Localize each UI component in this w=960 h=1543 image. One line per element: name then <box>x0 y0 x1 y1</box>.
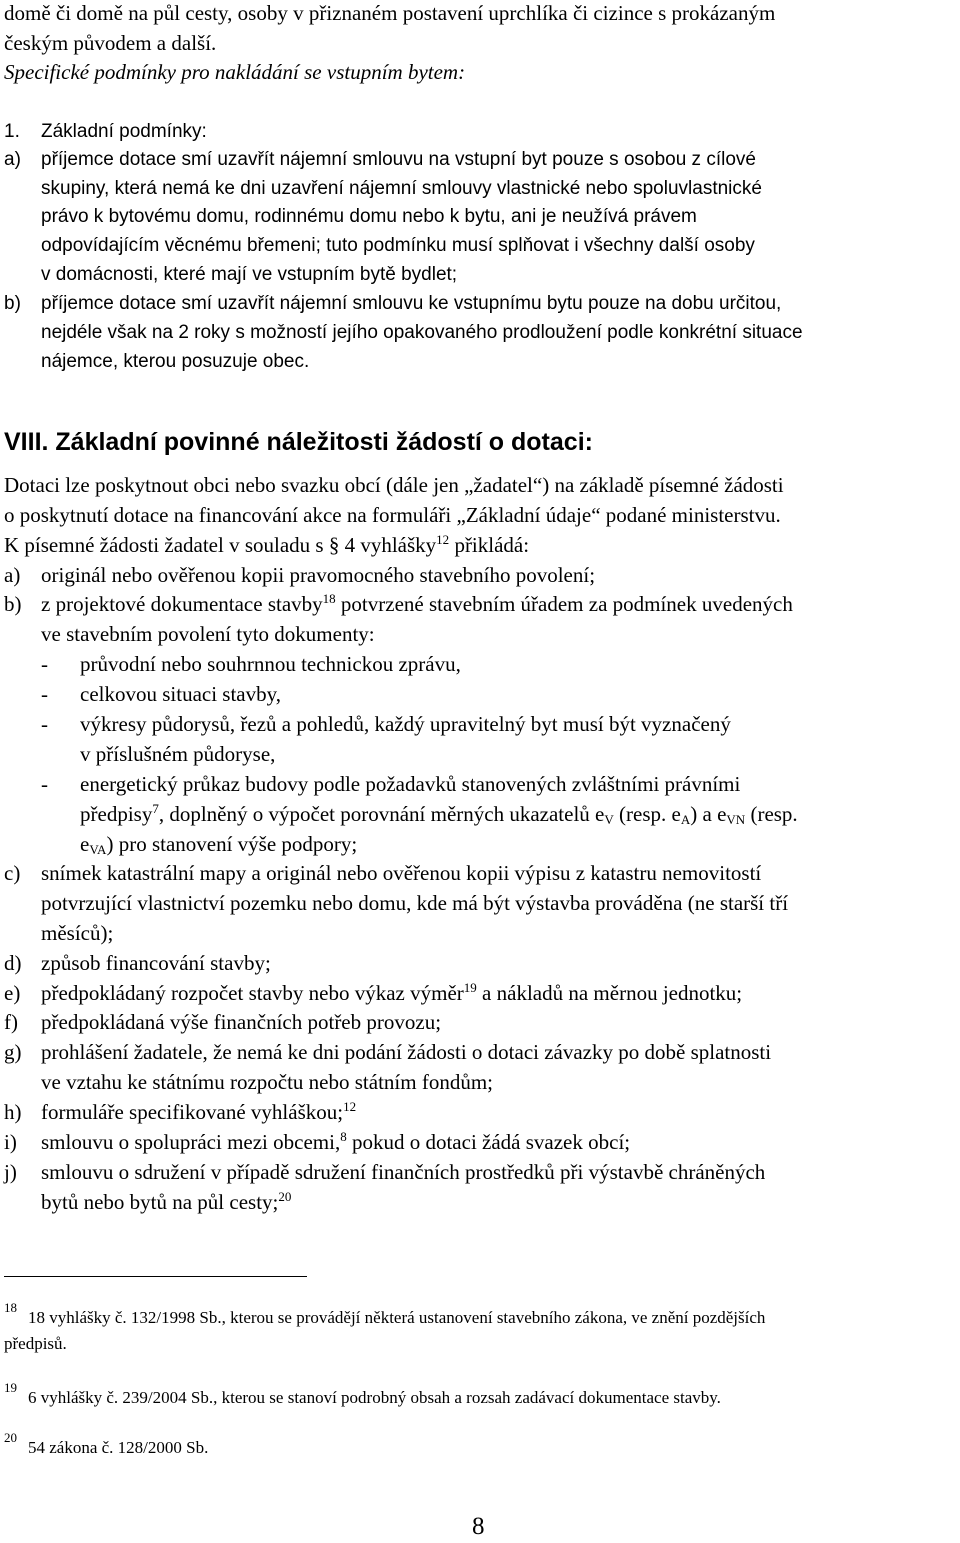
dash-item-text: v příslušném půdoryse, <box>80 742 276 766</box>
intro-line-2: českým původem a další. <box>4 31 217 55</box>
item-label: a) <box>4 563 21 587</box>
dash-item-text: energetický průkaz budovy podle požadavků stanovených zvláštními právními <box>80 772 741 796</box>
footnote-marker: 18 <box>4 1300 17 1315</box>
basic-item-b-line: nájemce, kterou posuzuje obec. <box>41 351 310 372</box>
item-label: c) <box>4 861 21 885</box>
footnote-ref: 20 <box>278 1189 292 1205</box>
section-paragraph-line: o poskytnutí dotace na financování akce na formuláři „Základní údaje“ podané ministerstvu. <box>4 503 781 527</box>
dash-item-text: $e_{VA}$) pro stanovení výše podpory; <box>80 832 358 858</box>
basic-item-b-line: příjemce dotace smí uzavřít nájemní smlouvu ke vstupnímu bytu pouze na dobu určitou, <box>41 293 782 314</box>
footnote-marker: 20 <box>4 1430 17 1445</box>
basic-item-a-line: v domácnosti, které mají ve vstupním bytě bydlet; <box>41 264 458 285</box>
dash-marker: - <box>41 772 48 796</box>
dash-marker: - <box>41 652 48 676</box>
item-label: h) <box>4 1100 22 1124</box>
basic-conditions-title: Základní podmínky: <box>41 121 207 142</box>
section-paragraph-line: K písemné žádosti žadatel v souladu s § 4 vyhlášky$^{12}$ přikládá: <box>4 532 530 557</box>
item-label: b) <box>4 592 22 616</box>
footnote-ref: 18 <box>322 591 336 607</box>
item-a-text: originál nebo ověřenou kopii pravomocného stavebního povolení; <box>41 563 596 587</box>
footnote-ref: 12 <box>436 532 450 548</box>
footnote-marker: 19 <box>4 1380 17 1395</box>
item-label: g) <box>4 1040 22 1064</box>
item-c-text: snímek katastrální mapy a originál nebo ověřenou kopii výpisu z katastru nemovitostí <box>41 861 762 885</box>
footnote-text: 54 zákona č. 128/2000 Sb. <box>28 1438 209 1457</box>
item-c-text: měsíců); <box>41 921 114 945</box>
intro-line-1: domě či domě na půl cesty, osoby v přiznaném postavení uprchlíka či cizince s prokázaným <box>4 1 776 25</box>
item-j-text: smlouvu o sdružení v případě sdružení finančních prostředků při výstavbě chráněných <box>41 1160 766 1184</box>
item-label: i) <box>4 1130 17 1154</box>
item-label: d) <box>4 951 22 975</box>
item-b-text-line2: ve stavebním povolení tyto dokumenty: <box>41 622 375 646</box>
footnote-ref: 12 <box>343 1099 357 1115</box>
item-g-text: ve vztahu ke státnímu rozpočtu nebo státním fondům; <box>41 1070 493 1094</box>
footnote-ref: 7 <box>152 801 159 817</box>
basic-item-a-line: skupiny, která nemá ke dni uzavření nájemní smlouvy vlastnické nebo spoluvlastnické <box>41 178 762 199</box>
footnote-ref: 19 <box>463 980 477 996</box>
footnote-text: předpisů. <box>4 1334 67 1353</box>
dash-item-text: celkovou situaci stavby, <box>80 682 282 706</box>
item-g-text: prohlášení žadatele, že nemá ke dni podání žádosti o dotaci závazky po době splatnosti <box>41 1040 772 1064</box>
footnote-text: 18 vyhlášky č. 132/1998 Sb., kterou se provádějí některá ustanovení stavebního zákona, ve znění pozdějších <box>28 1308 766 1327</box>
footnote-separator <box>4 1276 307 1277</box>
basic-conditions-number: 1. <box>4 121 20 142</box>
dash-marker: - <box>41 682 48 706</box>
item-i-text: smlouvu o spolupráci mezi obcemi,$^8$ pokud o dotaci žádá svazek obcí; <box>41 1129 631 1154</box>
item-label: f) <box>4 1010 18 1034</box>
basic-item-a-line: právo k bytovému domu, rodinnému domu nebo k bytu, ani je neužívá právem <box>41 206 697 227</box>
basic-item-a-label: a) <box>4 149 21 170</box>
item-c-text: potvrzující vlastnictví pozemku nebo domu, kde má být výstavba prováděna (ne starší tří <box>41 891 789 915</box>
section-paragraph-line: Dotaci lze poskytnout obci nebo svazku obcí (dále jen „žadatel“) na základě písemné žádosti <box>4 473 784 497</box>
page-number: 8 <box>472 1513 485 1540</box>
dash-item-text: předpisy$^7$, doplněný o výpočet porovnání měrných ukazatelů $e_V$ (resp. $e_A$) a $e_{VN}$ (resp. <box>80 801 798 828</box>
dash-item-text: průvodní nebo souhrnnou technickou zprávu, <box>80 652 461 676</box>
item-h-text: formuláře specifikované vyhláškou;$^{12}$ <box>41 1099 357 1124</box>
basic-item-a-line: odpovídajícím věcnému břemeni; tuto podmínku musí splňovat i všechny další osoby <box>41 235 755 256</box>
section-heading: VIII. Základní povinné náležitosti žádostí o dotaci: <box>4 428 593 456</box>
item-d-text: způsob financování stavby; <box>41 951 271 975</box>
item-b-text: z projektové dokumentace stavby$^{18}$ potvrzené stavebním úřadem za podmínek uvedených <box>41 591 793 616</box>
basic-item-b-label: b) <box>4 293 21 314</box>
specific-conditions-heading: Specifické podmínky pro nakládání se vstupním bytem: <box>4 60 466 84</box>
footnote-text: 6 vyhlášky č. 239/2004 Sb., kterou se stanoví podrobný obsah a rozsah zadávací dokumentace stavby. <box>28 1388 721 1407</box>
basic-item-b-line: nejdéle však na 2 roky s možností jejího opakovaného prodloužení podle konkrétní situace <box>41 322 803 343</box>
item-label: j) <box>4 1160 17 1184</box>
dash-marker: - <box>41 712 48 736</box>
item-j-text: bytů nebo bytů na půl cesty;$^{20}$ <box>41 1189 292 1214</box>
footnote-ref: 8 <box>340 1129 347 1145</box>
item-label: e) <box>4 981 21 1005</box>
item-e-text: předpokládaný rozpočet stavby nebo výkaz výměr$^{19}$ a nákladů na měrnou jednotku; <box>41 980 743 1005</box>
basic-item-a-line: příjemce dotace smí uzavřít nájemní smlouvu na vstupní byt pouze s osobou z cílové <box>41 149 756 170</box>
item-f-text: předpokládaná výše finančních potřeb provozu; <box>41 1010 442 1034</box>
dash-item-text: výkresy půdorysů, řezů a pohledů, každý upravitelný byt musí být vyznačený <box>80 712 731 736</box>
